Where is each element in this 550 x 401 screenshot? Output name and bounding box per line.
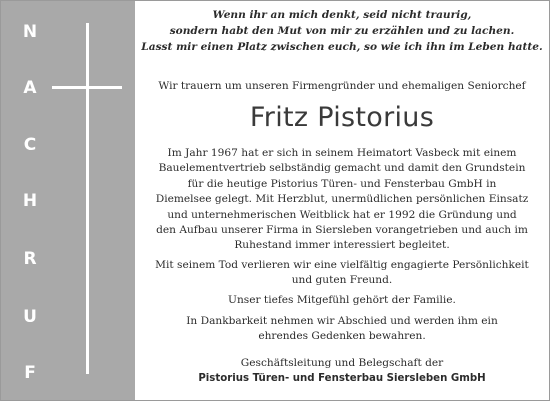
bio-line: und unternehmerischen Weitblick hat er 1992 die Gründung und bbox=[167, 208, 517, 221]
bio-line: Bauelementvertrieb selbständig gemacht und damit den Grundstein bbox=[158, 162, 526, 175]
condolence-line: Unser tiefes Mitgefühl gehört der Familie. bbox=[228, 294, 456, 306]
memorial-quote bbox=[135, 7, 549, 55]
bio-line: Diemelsee gelegt. Mit Herzblut, unermüdlichen persönlichen Einsatz bbox=[155, 193, 529, 206]
sidebar bbox=[1, 1, 135, 400]
bio-line: für die heutige Pistorius Türen- und Fensterbau GmbH in bbox=[187, 177, 497, 190]
loss-line: Mit seinem Tod verlieren wir eine vielfältig engagierte Persönlichkeit bbox=[155, 259, 529, 271]
sidebar-letter: N bbox=[22, 22, 38, 42]
sidebar-letter: A bbox=[23, 78, 37, 98]
loss-line: und guten Freund. bbox=[291, 274, 393, 287]
bio-line: den Aufbau unserer Firma in Siersleben vorangetrieben und auch im bbox=[156, 224, 528, 237]
lead-text: Wir trauern um unseren Firmengründer und ehemaligen Seniorchef bbox=[158, 80, 526, 92]
farewell-line: In Dankbarkeit nehmen wir Abschied und werden ihm ein bbox=[186, 315, 498, 327]
loss-paragraph bbox=[135, 258, 549, 289]
sidebar-letter: C bbox=[23, 135, 37, 155]
signature-line: Geschäftsleitung und Belegschaft der bbox=[240, 357, 444, 369]
sidebar-letter: F bbox=[24, 363, 36, 383]
sidebar-letter: H bbox=[22, 191, 38, 211]
deceased-name: Fritz Pistorius bbox=[249, 102, 435, 133]
sidebar-letter: R bbox=[23, 249, 37, 269]
biography-paragraph bbox=[135, 146, 549, 254]
quote-line: Lasst mir einen Platz zwischen euch, so wie ich ihn im Leben hatte. bbox=[141, 41, 543, 53]
farewell-paragraph bbox=[135, 314, 549, 345]
quote-line: sondern habt den Mut von mir zu erzählen und zu lachen. bbox=[169, 25, 515, 37]
bio-line: Im Jahr 1967 hat er sich in seinem Heimatort Vasbeck mit einem bbox=[167, 147, 517, 159]
cross-icon-vertical-bar bbox=[86, 23, 89, 374]
notice-content bbox=[135, 1, 549, 400]
farewell-line: ehrendes Gedenken bewahren. bbox=[258, 330, 426, 343]
cross-icon-horizontal-bar bbox=[52, 86, 122, 89]
quote-line: Wenn ihr an mich denkt, seid nicht traurig, bbox=[212, 9, 472, 21]
sidebar-letter: U bbox=[23, 307, 37, 327]
bio-line: Ruhestand immer interessiert begleitet. bbox=[234, 239, 450, 252]
condolence-paragraph bbox=[135, 293, 549, 308]
signature-block bbox=[135, 356, 549, 387]
company-name: Pistorius Türen- und Fensterbau Siersleben GmbH bbox=[198, 373, 486, 385]
